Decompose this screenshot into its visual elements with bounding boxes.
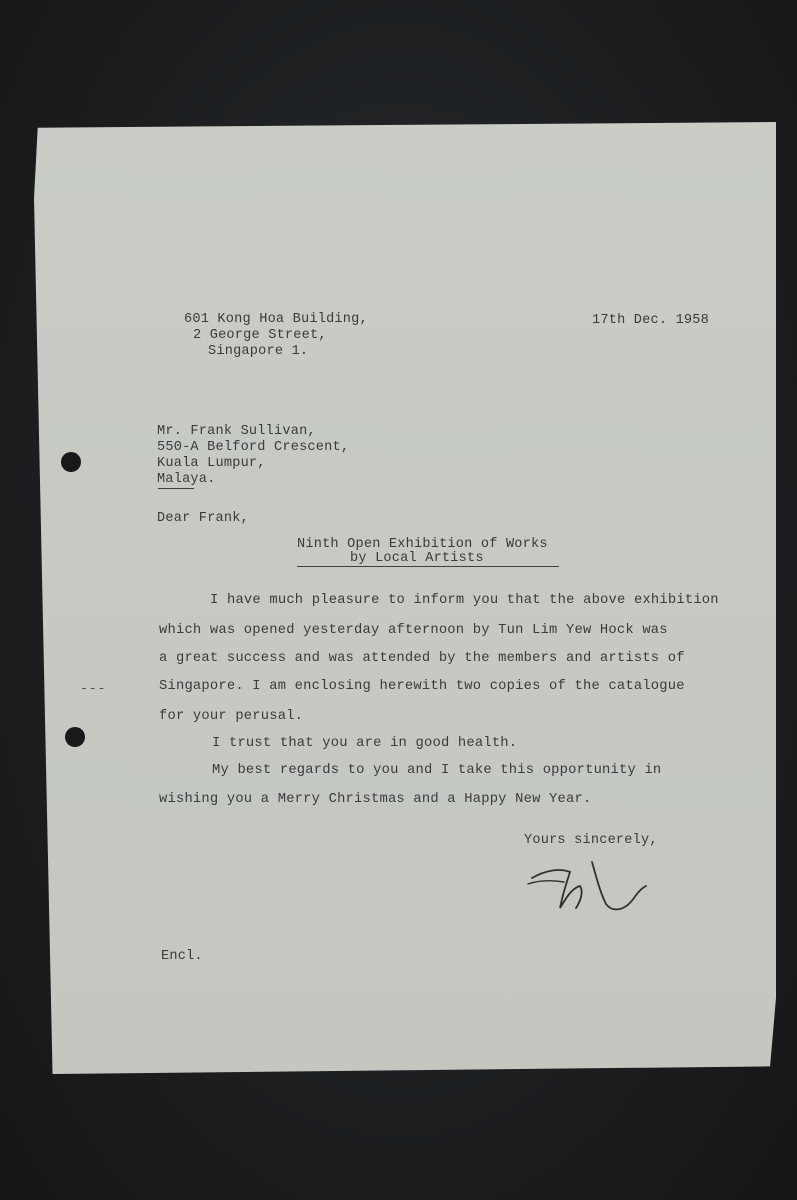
handwritten-signature [526,858,650,916]
subject-underline [297,566,559,567]
body-line-3: a great success and was attended by the members and artists of [159,651,685,666]
enclosure-note: Encl. [161,949,203,964]
recipient-line-2: 550-A Belford Crescent, [157,440,350,455]
subject-line-2: by Local Artists [350,551,484,566]
body-line-8: wishing you a Merry Christmas and a Happy New Year. [159,792,592,807]
punch-hole-top [61,452,81,472]
body-line-2: which was opened yesterday afternoon by Tun Lim Yew Hock was [159,623,668,638]
sender-address-line-3: Singapore 1. [208,344,309,359]
sender-address-line-1: 601 Kong Hoa Building, [184,312,368,327]
recipient-line-1: Mr. Frank Sullivan, [157,424,316,439]
body-line-6: I trust that you are in good health. [212,736,518,751]
recipient-line-4: Malaya. [157,472,216,487]
body-line-5: for your perusal. [159,709,304,724]
body-line-4: Singapore. I am enclosing herewith two copies of the catalogue [159,679,685,694]
body-line-1: I have much pleasure to inform you that the above exhibition [210,593,719,608]
salutation: Dear Frank, [157,511,249,526]
letter-date: 17th Dec. 1958 [592,313,710,328]
margin-mark: --- [80,681,107,696]
body-line-7: My best regards to you and I take this opportunity in [212,763,662,778]
recipient-line-3: Kuala Lumpur, [157,456,266,471]
closing: Yours sincerely, [524,833,658,848]
recipient-country-underline [158,488,194,489]
sender-address-line-2: 2 George Street, [193,328,327,343]
subject-line-1: Ninth Open Exhibition of Works [297,537,548,552]
punch-hole-bottom [65,727,85,747]
